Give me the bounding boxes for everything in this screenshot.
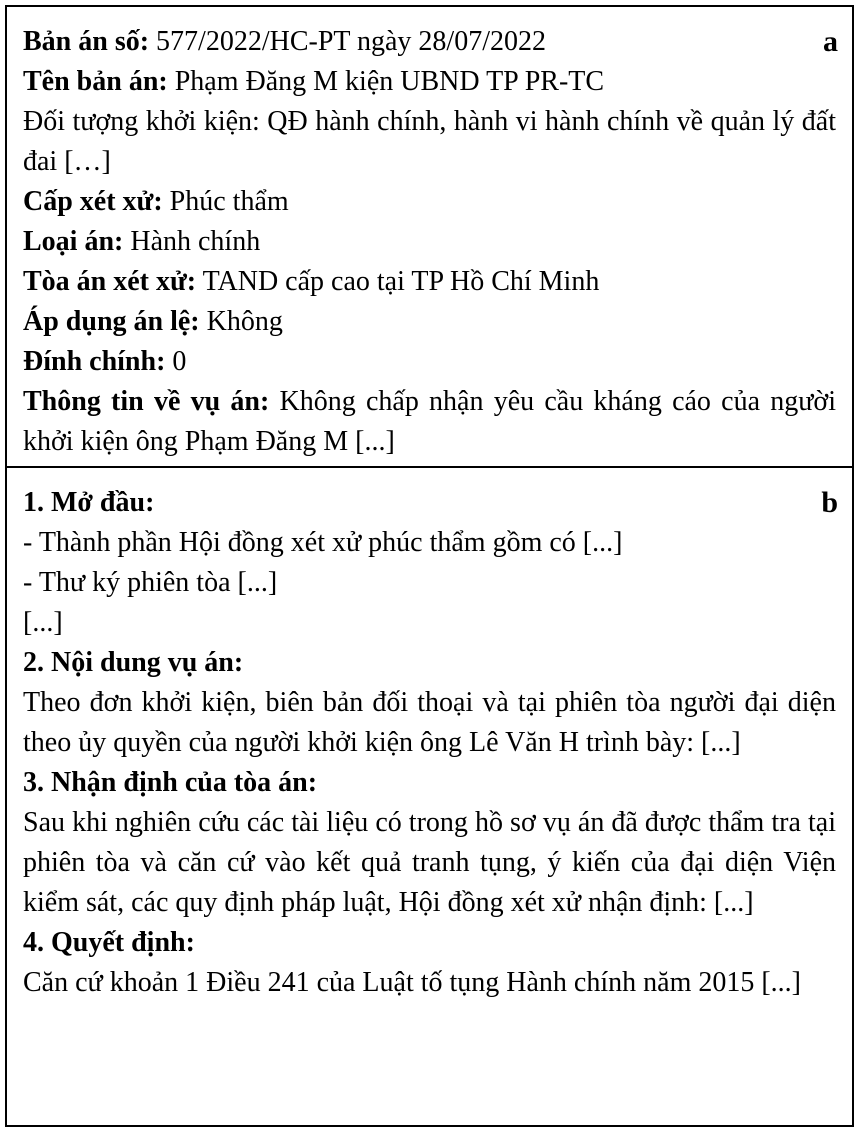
decision-text: Căn cứ khoản 1 Điều 241 của Luật tố tụng Hành chính năm 2015 [...] [23, 967, 801, 998]
case-name-value: Phạm Đăng M kiện UBND TP PR-TC [167, 66, 605, 97]
opening-line-panel: - Thành phần Hội đồng xét xử phúc thẩm gồm có [...] [23, 527, 623, 558]
panel-marker-b: b [821, 486, 838, 519]
correction-value: 0 [165, 346, 187, 377]
court-assessment-text: Sau khi nghiên cứu các tài liệu có trong hồ sơ vụ án đã được thẩm tra tại phiên tòa và căn cứ vào kết quả tranh tụng, ý kiến của đại diện Viện kiểm sát, các quy định pháp luật, Hội đồng xét xử nhận định: [...] [23, 807, 836, 918]
case-metadata-panel [7, 22, 852, 462]
case-number-row [23, 22, 836, 62]
court-row [23, 262, 836, 302]
section-heading-decision: 4. Quyết định: [23, 927, 195, 958]
section-heading-content: 2. Nội dung vụ án: [23, 647, 244, 678]
precedent-row [23, 302, 836, 342]
court-value: TAND cấp cao tại TP Hồ Chí Minh [196, 266, 600, 297]
section-divider [7, 466, 852, 468]
case-subject: Đối tượng khởi kiện: QĐ hành chính, hành vi hành chính về quản lý đất đai […] [23, 106, 836, 177]
case-info-value: Không chấp nhận yêu cầu kháng cáo của người khởi kiện ông Phạm Đăng M [...] [23, 386, 836, 457]
opening-line-clerk: - Thư ký phiên tòa [...] [23, 567, 278, 598]
panel-marker-a: a [823, 25, 838, 58]
case-number-label: Bản án số: [23, 26, 150, 57]
case-info-row [23, 382, 836, 462]
trial-level-row [23, 182, 836, 222]
precedent-value: Không [199, 306, 283, 337]
case-info-label: Thông tin về vụ án: [23, 386, 270, 417]
precedent-label: Áp dụng án lệ: [23, 306, 200, 337]
case-type-value: Hành chính [123, 226, 261, 257]
correction-label: Đính chính: [23, 346, 166, 377]
correction-row [23, 342, 836, 382]
section-heading-opening: 1. Mở đầu: [23, 487, 155, 518]
case-number-value: 577/2022/HC-PT ngày 28/07/2022 [149, 26, 546, 57]
trial-level-label: Cấp xét xử: [23, 186, 163, 217]
case-content-text: Theo đơn khởi kiện, biên bản đối thoại và tại phiên tòa người đại diện theo ủy quyền của người khởi kiện ông Lê Văn H trình bày: [...] [23, 687, 836, 758]
judgment-content-panel [7, 483, 852, 1123]
case-type-row [23, 222, 836, 262]
trial-level-value: Phúc thẩm [162, 186, 289, 217]
case-summary-frame [5, 5, 854, 1127]
section-heading-assessment: 3. Nhận định của tòa án: [23, 767, 318, 798]
opening-line-ellipsis: [...] [23, 607, 63, 638]
case-name-row [23, 62, 836, 102]
case-name-label: Tên bản án: [23, 66, 168, 97]
case-type-label: Loại án: [23, 226, 124, 257]
court-label: Tòa án xét xử: [23, 266, 197, 297]
